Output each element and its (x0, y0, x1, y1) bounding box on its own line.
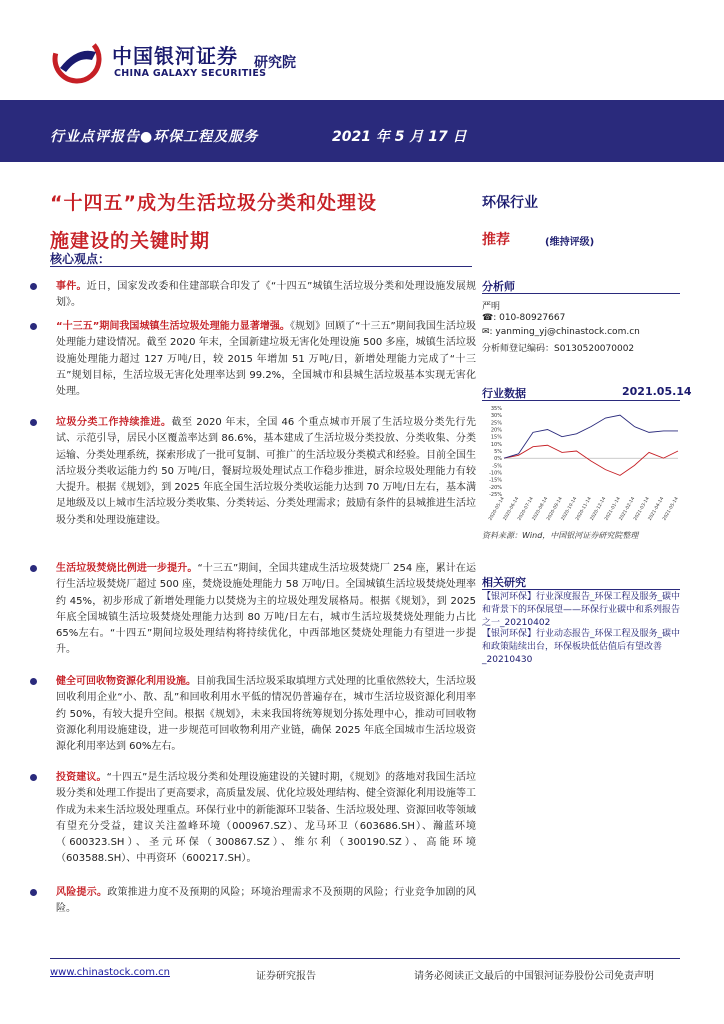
logo-text-en: CHINA GALAXY SECURITIES (114, 68, 267, 79)
bullet-event: 事件。近日，国家发改委和住建部联合印发了《“十四五”城镇生活垃圾分类和处理设施发展规划》。 (56, 279, 476, 312)
footer-divider (50, 958, 680, 959)
y-tick-label: -15% (489, 477, 502, 484)
chart-source: 资料来源：Wind，中国银河证券研究院整理 (482, 531, 639, 540)
x-tick-label: 2020-07-14 (517, 496, 535, 522)
analyst-phone: ☎: 010-80927667 (482, 313, 566, 323)
report-title-line2: 施建设的关键时期 (50, 230, 211, 252)
related-label: 相关研究 (482, 576, 526, 589)
galaxy-logo-icon (52, 34, 102, 84)
analyst-cert: 分析师登记编码：S0130520070002 (482, 344, 635, 354)
bullet-incineration: 生活垃圾焚烧比例进一步提升。“十三五”期间，全国共建成生活垃圾焚烧厂 254 座，累计在运行生活垃圾焚烧厂超过 500 座，焚烧设施处理能力 58 万吨/日。全国城镇生活垃圾焚烧处理率约 45%，初步形成了新增处理能力以焚烧为主的垃圾处理发展格局。根据《规划》，到 2025 年底全国城镇生活垃圾焚烧处理能力达到 80 万吨/日左右，城市生活垃圾焚烧处理能力占比 65%左右。“十四五”期间垃圾处理结构将持续优化，中西部地区焚烧处理能力有望进一步提升。 (56, 561, 476, 659)
bullet-icon (30, 323, 37, 330)
rating: 推荐 (482, 232, 510, 248)
rating-note: (维持评级) (545, 237, 595, 248)
x-tick-label: 2020-09-14 (546, 496, 564, 522)
bullet-icon (30, 565, 37, 572)
y-tick-label: -20% (489, 484, 502, 491)
x-tick-label: 2021-05-14 (662, 496, 680, 522)
y-tick-label: 5% (494, 449, 502, 455)
market-label: 行业数据 (482, 387, 526, 400)
x-tick-label: 2020-11-14 (575, 496, 593, 522)
related-report-1[interactable]: 【银河环保】行业深度报告_环保工程及服务_碳中和背景下的环保展望——环保行业碳中和系列报告之一_20210402 (482, 592, 681, 628)
analyst-label: 分析师 (482, 280, 515, 293)
divider (482, 589, 680, 590)
report-title-line1: “十四五”成为生活垃圾分类和处理设 (50, 192, 377, 214)
y-tick-label: 15% (490, 434, 502, 441)
bullet-icon (30, 889, 37, 896)
logo-subtitle: 研究院 (254, 55, 296, 71)
y-tick-label: 25% (490, 420, 502, 427)
report-date: 2021 年 5 月 17 日 (332, 129, 467, 145)
y-tick-label: 10% (490, 441, 502, 448)
x-tick-label: 2020-05-14 (488, 496, 506, 522)
y-tick-label: -25% (489, 492, 502, 498)
series-line-沪深300 (504, 415, 678, 458)
bullet-classification: 垃圾分类工作持续推进。截至 2020 年末，全国 46 个重点城市开展了生活垃圾分类先行先试、示范引导，居民小区覆盖率达到 86.6%，基本建成了生活垃圾分类投放、分类收集、分类运输、分类处理系统，探索形成了一批可复制、可推广的生活垃圾分类模式和经验。目前全国生活垃圾分类收运能力约 50 万吨/日，餐厨垃圾处理试点工作稳步推进，厨余垃圾处理能力有较大提升。根据《规划》，到 2025 年底全国生活垃圾分类收运能力达到 70 万吨/日左右，基本满足地级及以上城市生活垃圾分类收集、分类转运、分类处理需求；鼓励有条件的县城推进生活垃圾分类和处理设施建设。 (56, 415, 476, 529)
market-chart (482, 402, 682, 530)
divider (50, 266, 472, 267)
x-tick-label: 2020-10-14 (560, 496, 579, 522)
industry-name: 环保行业 (482, 195, 538, 211)
x-tick-label: 2021-01-14 (604, 496, 622, 522)
bullet-recycling: 健全可回收物资源化利用设施。目前我国生活垃圾采取填埋方式处理的比重依然较大，生活垃圾回收利用企业“小、散、乱”和回收利用水平低的情况仍普遍存在，城市生活垃圾资源化利用率约 50%，有较大提升空间。根据《规划》，未来我国将统筹规划分拣处理中心，推动可回收物资源化利用设施建设，进一步规范可回收物利用产业链，确保 2025 年底全国城市生活垃圾资源化利用率达到 60%左右。 (56, 674, 476, 755)
x-tick-label: 2020-08-14 (531, 496, 550, 522)
core-label: 核心观点： (50, 252, 111, 266)
series-line-环保 (504, 445, 678, 475)
bullet-icon (30, 774, 37, 781)
y-tick-label: 20% (490, 427, 502, 434)
bullet-investment: 投资建议。“十四五”是生活垃圾分类和处理设施建设的关键时期，《规划》的落地对我国生活垃圾分类和处理工作提出了更高要求，高质量发展、优化垃圾处理结构、健全资源化利用设施等工作成为未来生活垃圾处理重点。环保行业中的新能源环卫装备、生活垃圾处理、资源回收等领域有望充分受益，建议关注盈峰环境（000967.SZ）、龙马环卫（603686.SH）、瀚蓝环境（600323.SH）、圣元环保（300867.SZ）、维尔利（300190.SZ）、高能环境（603588.SH）、中再资环（600217.SH）。 (56, 770, 476, 868)
x-tick-label: 2021-03-14 (633, 496, 651, 522)
divider (482, 293, 680, 294)
bullet-capacity: “十三五”期间我国城镇生活垃圾处理能力显著增强。《规划》回顾了“十三五”期间我国生活垃圾处理能力建设情况。截至 2020 年末，全国新建垃圾无害化处理设施 500 多座，城镇生活垃圾设施处理能力超过 127 万吨/日，较 2015 年增加 51 万吨/日，新增处理能力完成了“十三五”规划目标，生活垃圾无害化处理率达到 99.2%，全国城市和县城生活垃圾基本实现无害化处理。 (56, 319, 476, 400)
bullet-risk: 风险提示。政策推进力度不及预期的风险；环境治理需求不及预期的风险；行业竞争加剧的风险。 (56, 885, 476, 918)
y-tick-label: 35% (490, 406, 502, 412)
bullet-icon (30, 283, 37, 290)
y-tick-label: -10% (489, 470, 502, 477)
related-report-2[interactable]: 【银河环保】行业动态报告_环保工程及服务_碳中和政策陆续出台，环保板块低估值后有望改善_20210430 (482, 629, 681, 665)
footer-label: 证券研究报告 (256, 971, 316, 982)
logo-text-cn: 中国银河证券 (112, 44, 238, 68)
report-type: 行业点评报告●环保工程及服务 (50, 129, 259, 145)
market-date: 2021.05.14 (622, 385, 692, 398)
x-tick-label: 2021-02-14 (618, 496, 637, 522)
analyst-email[interactable]: ✉: yanming_yj@chinastock.com.cn (482, 327, 640, 337)
footer-website-link[interactable]: www.chinastock.com.cn (50, 967, 170, 978)
analyst-name: 严明 (482, 302, 501, 312)
divider (482, 400, 680, 401)
y-tick-label: -5% (492, 463, 502, 470)
x-tick-label: 2020-12-14 (589, 496, 608, 522)
x-tick-label: 2021-04-14 (647, 496, 666, 522)
y-tick-label: 30% (490, 413, 502, 420)
bullet-icon (30, 419, 37, 426)
y-tick-label: 0% (494, 456, 502, 463)
x-tick-label: 2020-06-14 (502, 496, 521, 522)
footer-disclaimer: 请务必阅读正文最后的中国银河证券股份公司免责声明 (414, 971, 654, 982)
bullet-icon (30, 678, 37, 685)
